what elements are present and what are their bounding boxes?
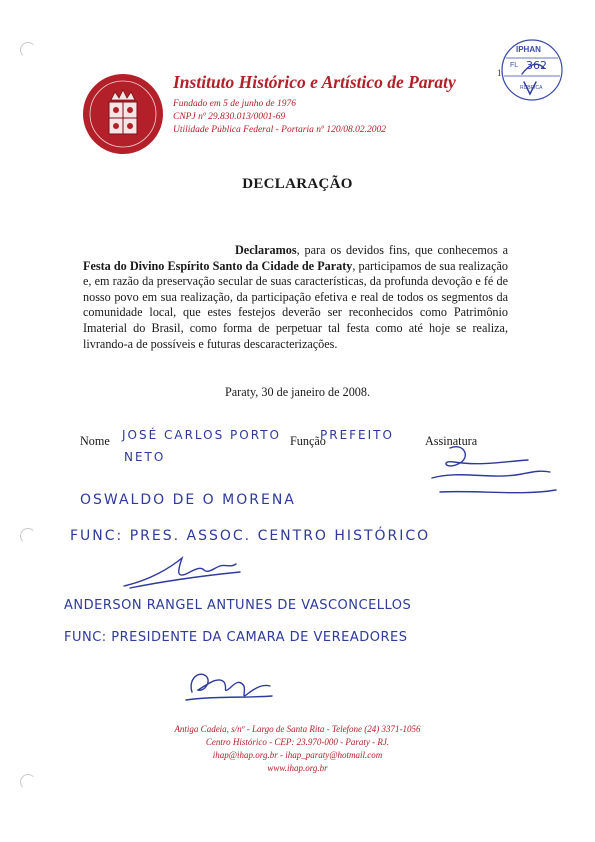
function-label: Função (290, 434, 326, 448)
body-sentence-1: , para os devidos fins, que conhecemos a (296, 243, 508, 257)
declaration-body (83, 243, 508, 352)
founded-date: Fundado em 5 de junho de 1976 (173, 99, 296, 109)
stamp-folha-label: FL (510, 62, 519, 69)
iphan-stamp (500, 38, 564, 102)
festival-name: Festa do Divino Espírito Santo da Cidade de Paraty (83, 258, 353, 273)
signer3-function: FUNC: PRESIDENTE DA CAMARA DE VEREADORES (64, 630, 408, 645)
signer1-signature (420, 440, 560, 502)
signer2-signature (120, 552, 250, 592)
signer1-name-line2: NETO (124, 450, 166, 464)
body-sentence-2: , participamos de sua realização e, em razão da preservação secular de suas características, da profunda devoção e fé de nosso povo em sua realização, da participação efetiva e real de todos os segmentos da comunidade local, que estes festejos deverão ser reconhecidos como Patrimônio Imaterial do Brasil, como forma de perpetuar tal festa como até hoje se realiza, livrando-a de possíveis e futuras descaracterizações. (83, 258, 508, 351)
institute-name: Instituto Histórico e Artístico de Paraty (173, 72, 456, 92)
footer-website: www.ihap.org.br (267, 763, 328, 773)
signer2-function: FUNC: PRES. ASSOC. CENTRO HISTÓRICO (70, 528, 431, 544)
date-line: Paraty, 30 de janeiro de 2008. (224, 385, 371, 399)
signer2-name: OSWALDO DE O MORENA (80, 492, 296, 508)
punch-hole-middle (20, 528, 36, 544)
stamp-folha-number: 362 (526, 59, 547, 72)
footer-city: Centro Histórico - CEP: 23.970-000 - Paraty - RJ. (205, 737, 390, 747)
signer3-signature (184, 662, 274, 704)
footer-address: Antiga Cadeia, s/nº - Largo de Santa Rita - Telefone (24) 3371-1056 (174, 724, 421, 734)
declaration-title: DECLARAÇÃO (242, 176, 353, 192)
punch-hole-top (20, 42, 36, 58)
punch-hole-bottom (20, 774, 36, 790)
public-utility-decree: Utilidade Pública Federal - Portaria nº 120/08.02.2002 (173, 125, 386, 135)
signer3-name: ANDERSON RANGEL ANTUNES DE VASCONCELLOS (64, 598, 412, 613)
footer-emails: ihap@ihap.org.br - ihap_paraty@hotmail.com (212, 750, 383, 760)
name-label: Nome (80, 434, 110, 448)
page-number: 1 (497, 68, 502, 78)
cnpj-number: CNPJ nº 29.830.013/0001-69 (173, 112, 286, 122)
lead-word: Declaramos (235, 243, 297, 257)
signer1-function: PREFEITO (320, 428, 394, 442)
signature-label: Assinatura (425, 434, 478, 448)
institute-seal-logo (81, 72, 165, 156)
stamp-org: IPHAN (516, 45, 541, 54)
signer1-name-line1: JOSÉ CARLOS PORTO (122, 428, 281, 442)
stamp-rubrica-label: RUBRICA (520, 85, 543, 91)
